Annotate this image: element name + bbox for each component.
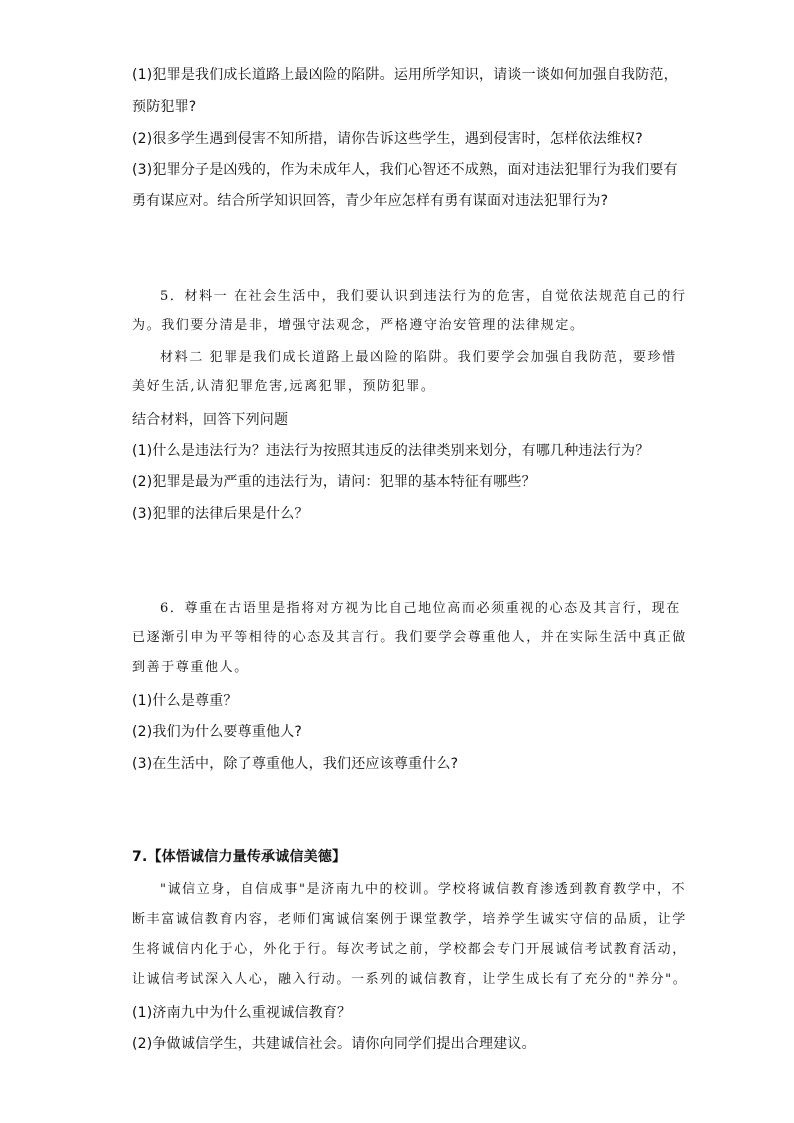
q6-sub3: (3)在生活中，除了尊重他人，我们还应该尊重什么? (132, 756, 459, 772)
q5-material2-line2: 美好生活,认清犯罪危害,远离犯罪，预防犯罪。 (132, 379, 436, 394)
q6-stem-line3: 到善于尊重他人。 (132, 660, 249, 675)
q5-material1-line1: 5．材料一 在社会生活中，我们要认识到违法行为的危害，自觉依法规范自己的行 (160, 289, 687, 304)
q4-sub3-line1: (3)犯罪分子是凶残的，作为未成年人，我们心智还不成熟，面对违法犯罪行为我们要有 (132, 162, 678, 178)
q7-stem-line2: 断丰富诚信教育内容，老师们寓诚信案例于课堂教学，培养学生诚实守信的品质，让学 (132, 912, 687, 927)
q7-title: 7.【体悟诚信力量传承诚信美德】 (132, 849, 347, 865)
q6-sub1: (1)什么是尊重？ (132, 693, 238, 709)
q5-intro: 结合材料，回答下列问题 (132, 412, 289, 428)
q7-stem-line1: "诚信立身，自信成事"是济南九中的校训。学校将诚信教育渗透到教育教学中，不 (160, 882, 687, 897)
q4-sub2: (2)很多学生遇到侵害不知所措，请你告诉这些学生，遇到侵害时，怎样依法维权? (132, 131, 643, 147)
q6-stem-line1: 6．尊重在古语里是指将对方视为比自己地位高而必须重视的心态及其言行，现在 (160, 601, 681, 616)
q4-sub1-line2: 预防犯罪? (132, 99, 197, 115)
q7-stem-line4: 让诚信考试深入人心，融入行动。一系列的诚信教育，让学生成长有了充分的"养分"。 (132, 972, 688, 987)
q6-sub2: (2)我们为什么要尊重他人? (132, 724, 303, 740)
q5-sub1: (1)什么是违法行为？违法行为按照其违反的法律类别来划分，有哪几种违法行为？ (132, 443, 650, 459)
q5-material1-line2: 为。我们要分清是非，增强守法观念，严格遵守治安管理的法律规定。 (132, 318, 585, 333)
q7-sub1: (1)济南九中为什么重视诚信教育？ (132, 1005, 352, 1021)
q7-stem-line3: 生将诚信内化于心，外化于行。每次考试之前，学校都会专门开展诚信考试教育活动， (132, 942, 687, 957)
q6-stem-line2: 已逐渐引申为平等相待的心态及其言行。我们要学会尊重他人，并在实际生活中真正做 (132, 630, 687, 645)
q7-sub2: (2)争做诚信学生，共建诚信社会。请你向同学们提出合理建议。 (132, 1036, 536, 1052)
q4-sub1-line1: (1)犯罪是我们成长道路上最凶险的陷阱。运用所学知识，请谈一谈如何加强自我防范， (132, 67, 678, 83)
q5-material2-line1: 材料二 犯罪是我们成长道路上最凶险的陷阱。我们要学会加强自我防范，要珍惜 (160, 350, 677, 365)
q5-sub2: (2)犯罪是最为严重的违法行为，请问：犯罪的基本特征有哪些？ (132, 474, 536, 490)
q5-sub3: (3)犯罪的法律后果是什么？ (132, 506, 309, 522)
q4-sub3-line2: 勇有谋应对。结合所学知识回答，青少年应怎样有勇有谋面对违法犯罪行为? (132, 193, 609, 209)
